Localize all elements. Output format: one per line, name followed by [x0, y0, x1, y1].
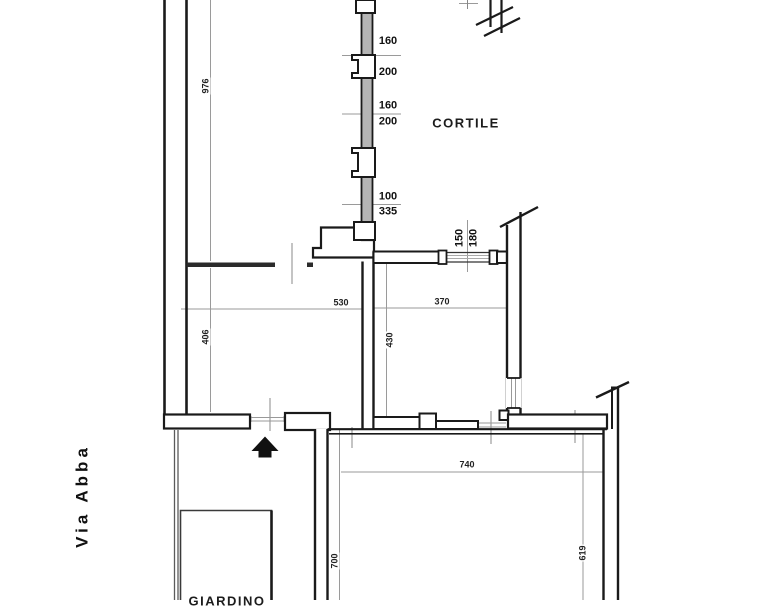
entrance-arrow-icon	[252, 437, 279, 458]
courtyard-west-wall	[352, 0, 375, 230]
window-4-height: 180	[467, 228, 480, 248]
window-2-width: 160	[378, 99, 398, 112]
garden-box	[181, 511, 272, 601]
window-2-height: 200	[378, 115, 398, 128]
dim-room-a-width: 530	[333, 297, 349, 308]
dim-rear-width: 740	[459, 459, 475, 470]
courtyard-label-text: CORTILE	[432, 115, 500, 131]
dim-facade-total: 976	[200, 78, 211, 94]
room-a-south-wall	[164, 413, 330, 430]
dim-rear-depth-right: 619	[577, 545, 588, 561]
partition-room-a-north	[187, 263, 314, 268]
street-label	[74, 444, 91, 548]
rear-room-north-wall	[328, 429, 608, 434]
street-label-text: Via Abba	[72, 444, 92, 548]
garden-label-text: GIARDINO	[188, 593, 266, 609]
window-4-width: 150	[453, 228, 466, 248]
dim-room-a-depth: 406	[200, 329, 211, 345]
room-b-north-wall	[374, 251, 509, 265]
window-3-height: 335	[378, 205, 398, 218]
divider-wall-ab	[363, 252, 374, 430]
wall-pier	[354, 222, 375, 240]
boundary-wall-west	[165, 0, 187, 428]
dim-room-b-depth: 430	[384, 332, 395, 348]
wall-break-symbol	[476, 0, 520, 36]
window-3-width: 100	[378, 190, 398, 203]
window-1-height: 200	[378, 66, 398, 78]
rear-wall-center	[315, 429, 328, 600]
garden-label	[189, 595, 266, 608]
courtyard-label	[432, 117, 500, 130]
dimension-ticks	[270, 0, 575, 448]
window-1-width: 160	[378, 35, 398, 47]
east-wall	[500, 207, 539, 420]
dim-room-b-width: 370	[434, 296, 450, 307]
dim-rear-depth-left: 700	[329, 553, 340, 569]
garden-fence	[175, 430, 179, 600]
